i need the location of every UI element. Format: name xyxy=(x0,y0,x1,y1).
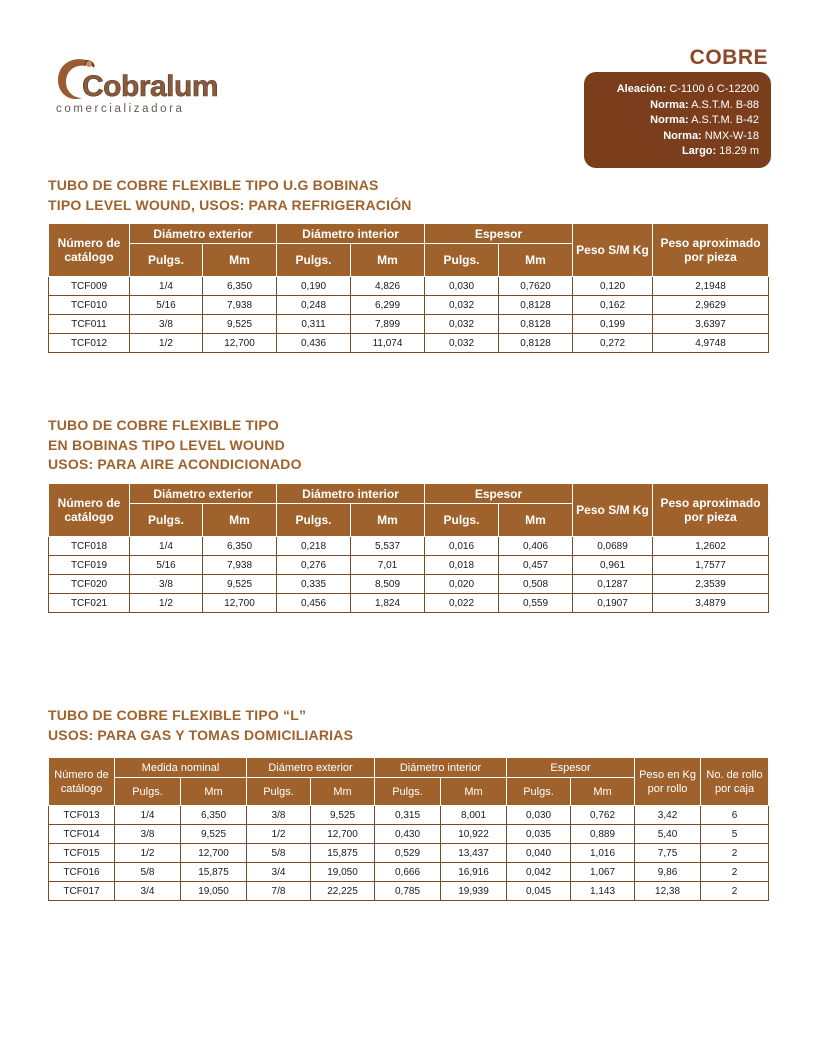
table-cell: 1,824 xyxy=(351,594,425,613)
table-cell: 0,272 xyxy=(573,334,653,353)
table-cell: 11,074 xyxy=(351,334,425,353)
col-peso-aproximado: Peso aproximado por pieza xyxy=(653,224,769,277)
spec-label: Norma: xyxy=(650,98,689,111)
col-peso-rollo: Peso en Kg por rollo xyxy=(635,758,701,806)
table-aire-acondicionado xyxy=(48,483,769,613)
table-cell: 3,6397 xyxy=(653,315,769,334)
spec-line xyxy=(584,98,759,114)
spec-line xyxy=(584,129,759,145)
col-medida-nominal: Medida nominal xyxy=(115,758,247,778)
table-cell: 7,01 xyxy=(351,556,425,575)
col-diametro-exterior: Diámetro exterior xyxy=(247,758,375,778)
subcol-pulgs: Pulgs. xyxy=(130,504,203,537)
table-row xyxy=(49,277,769,296)
table-cell: 3/8 xyxy=(247,806,311,825)
table-cell: 7,899 xyxy=(351,315,425,334)
catalog-number-cell: TCF018 xyxy=(49,537,130,556)
table-row xyxy=(49,315,769,334)
catalog-number-cell: TCF020 xyxy=(49,575,130,594)
catalog-number-cell: TCF021 xyxy=(49,594,130,613)
spec-label: Aleación: xyxy=(616,83,667,95)
table-cell: 0,042 xyxy=(507,863,571,882)
table-cell: 10,922 xyxy=(441,825,507,844)
spec-label: Norma: xyxy=(663,129,702,142)
table-cell: 9,525 xyxy=(203,315,277,334)
col-rollos-caja: No. de rollo por caja xyxy=(701,758,769,806)
spec-value: A.S.T.M. B-88 xyxy=(691,98,759,111)
col-espesor: Espesor xyxy=(425,224,573,244)
table-row xyxy=(49,537,769,556)
col-peso: Peso S/M Kg xyxy=(573,484,653,537)
spec-label: Norma: xyxy=(650,114,689,126)
col-numero-catalogo: Número de catálogo xyxy=(49,758,115,806)
table-cell: 3/4 xyxy=(247,863,311,882)
table-row xyxy=(49,556,769,575)
table-body xyxy=(49,806,769,901)
table-cell: 7,938 xyxy=(203,556,277,575)
subcol-mm: Mm xyxy=(351,244,425,277)
table-cell: 3/8 xyxy=(130,575,203,594)
table-cell: 7,938 xyxy=(203,296,277,315)
table-cell: 9,86 xyxy=(635,863,701,882)
table-cell: 6 xyxy=(701,806,769,825)
col-peso-aproximado: Peso aproximado por pieza xyxy=(653,484,769,537)
table-cell: 0,120 xyxy=(573,277,653,296)
table-cell: 0,032 xyxy=(425,296,499,315)
catalog-number-cell: TCF011 xyxy=(49,315,130,334)
spec-line xyxy=(584,144,759,160)
table-cell: 22,225 xyxy=(311,882,375,901)
table-cell: 0,508 xyxy=(499,575,573,594)
table-cell: 0,018 xyxy=(425,556,499,575)
col-diametro-exterior: Diámetro exterior xyxy=(130,484,277,504)
section2-title-line: USOS: PARA AIRE ACONDICIONADO xyxy=(48,456,302,472)
section2-title-line: EN BOBINAS TIPO LEVEL WOUND xyxy=(48,436,285,453)
cobralum-logo-graphic xyxy=(52,52,222,118)
section2-title xyxy=(48,416,302,475)
col-espesor: Espesor xyxy=(507,758,635,778)
spec-line xyxy=(584,113,759,129)
col-peso: Peso S/M Kg xyxy=(573,224,653,277)
table-cell: 0,020 xyxy=(425,575,499,594)
subcol-mm: Mm xyxy=(499,504,573,537)
table-cell: 15,875 xyxy=(311,844,375,863)
table-cell: 6,350 xyxy=(181,806,247,825)
col-diametro-exterior: Diámetro exterior xyxy=(130,224,277,244)
table-cell: 0,1287 xyxy=(573,575,653,594)
table-cell: 0,032 xyxy=(425,334,499,353)
section3-title-line: USOS: PARA GAS Y TOMAS DOMICILIARIAS xyxy=(48,726,354,743)
section1-title xyxy=(48,176,412,215)
table-cell: 2 xyxy=(701,863,769,882)
table-cell: 0,311 xyxy=(277,315,351,334)
table-cell: 4,826 xyxy=(351,277,425,296)
table-cell: 4,9748 xyxy=(653,334,769,353)
table-cell: 19,939 xyxy=(441,882,507,901)
subcol-pulgs: Pulgs. xyxy=(375,778,441,806)
table-cell: 2,9629 xyxy=(653,296,769,315)
cobralum-logo xyxy=(52,52,222,118)
subcol-mm: Mm xyxy=(499,244,573,277)
table-cell: 3/8 xyxy=(115,825,181,844)
table-cell: 7/8 xyxy=(247,882,311,901)
table-cell: 19,050 xyxy=(181,882,247,901)
table-cell: 12,700 xyxy=(311,825,375,844)
section1-title-line: TUBO DE COBRE FLEXIBLE TIPO U.G BOBINAS xyxy=(48,177,379,193)
table-cell: 19,050 xyxy=(311,863,375,882)
table-cell: 0,248 xyxy=(277,296,351,315)
table-cell: 0,335 xyxy=(277,575,351,594)
table-cell: 0,032 xyxy=(425,315,499,334)
catalog-number-cell: TCF009 xyxy=(49,277,130,296)
subcol-pulgs: Pulgs. xyxy=(507,778,571,806)
section2-title-line: TUBO DE COBRE FLEXIBLE TIPO xyxy=(48,417,279,433)
table-cell: 1/4 xyxy=(115,806,181,825)
table-cell: 0,8128 xyxy=(499,296,573,315)
col-diametro-interior: Diámetro interior xyxy=(277,484,425,504)
table-cell: 1,016 xyxy=(571,844,635,863)
section3-title xyxy=(48,706,353,745)
table-cell: 1/2 xyxy=(130,594,203,613)
subcol-pulgs: Pulgs. xyxy=(277,504,351,537)
subcol-pulgs: Pulgs. xyxy=(130,244,203,277)
subcol-mm: Mm xyxy=(351,504,425,537)
spec-label: Largo: xyxy=(681,145,717,157)
table-cell: 0,045 xyxy=(507,882,571,901)
table-cell: 0,961 xyxy=(573,556,653,575)
col-numero-catalogo: Número de catálogo xyxy=(49,224,130,277)
table-cell: 0,030 xyxy=(507,806,571,825)
table-cell: 13,437 xyxy=(441,844,507,863)
subcol-pulgs: Pulgs. xyxy=(277,244,351,277)
table-cell: 1,7577 xyxy=(653,556,769,575)
subcol-mm: Mm xyxy=(571,778,635,806)
catalog-number-cell: TCF016 xyxy=(49,863,115,882)
subcol-mm: Mm xyxy=(181,778,247,806)
table-cell: 2,1948 xyxy=(653,277,769,296)
table-body xyxy=(49,277,769,353)
table-cell: 0,666 xyxy=(375,863,441,882)
table-cell: 0,022 xyxy=(425,594,499,613)
table-cell: 5,537 xyxy=(351,537,425,556)
table-cell: 9,525 xyxy=(203,575,277,594)
table-cell: 0,199 xyxy=(573,315,653,334)
spec-value: A.S.T.M. B-42 xyxy=(691,114,759,126)
table-cell: 0,889 xyxy=(571,825,635,844)
table-cell: 9,525 xyxy=(181,825,247,844)
catalog-number-cell: TCF013 xyxy=(49,806,115,825)
table-cell: 6,350 xyxy=(203,537,277,556)
table-cell: 5/16 xyxy=(130,296,203,315)
table-cell: 1/2 xyxy=(247,825,311,844)
table-cell: 12,700 xyxy=(181,844,247,863)
table-cell: 0,1907 xyxy=(573,594,653,613)
table-cell: 2 xyxy=(701,844,769,863)
table-cell: 0,190 xyxy=(277,277,351,296)
table-cell: 0,559 xyxy=(499,594,573,613)
table-cell: 0,035 xyxy=(507,825,571,844)
table-cell: 9,525 xyxy=(311,806,375,825)
table-cell: 6,299 xyxy=(351,296,425,315)
table-cell: 0,030 xyxy=(425,277,499,296)
catalog-number-cell: TCF019 xyxy=(49,556,130,575)
table-row xyxy=(49,882,769,901)
col-diametro-interior: Diámetro interior xyxy=(375,758,507,778)
table-cell: 6,350 xyxy=(203,277,277,296)
table-row xyxy=(49,806,769,825)
subcol-mm: Mm xyxy=(441,778,507,806)
table-cell: 8,001 xyxy=(441,806,507,825)
section3-title-line: TUBO DE COBRE FLEXIBLE TIPO “L” xyxy=(48,707,307,723)
table-cell: 0,529 xyxy=(375,844,441,863)
subcol-mm: Mm xyxy=(203,504,277,537)
table-cell: 5/8 xyxy=(115,863,181,882)
table-body xyxy=(49,537,769,613)
table-cell: 1/2 xyxy=(130,334,203,353)
logo-wordmark: Cobralum xyxy=(82,70,219,103)
table-row xyxy=(49,844,769,863)
subcol-pulgs: Pulgs. xyxy=(247,778,311,806)
subcol-pulgs: Pulgs. xyxy=(115,778,181,806)
table-cell: 2,3539 xyxy=(653,575,769,594)
table-cell: 0,456 xyxy=(277,594,351,613)
spec-value: NMX-W-18 xyxy=(704,129,759,142)
table-cell: 5/8 xyxy=(247,844,311,863)
table-cell: 1/4 xyxy=(130,277,203,296)
spec-value: 18.29 m xyxy=(719,145,759,157)
col-espesor: Espesor xyxy=(425,484,573,504)
spec-box xyxy=(584,72,771,168)
table-cell: 0,315 xyxy=(375,806,441,825)
table-cell: 1/4 xyxy=(130,537,203,556)
table-cell: 0,276 xyxy=(277,556,351,575)
table-cell: 0,436 xyxy=(277,334,351,353)
table-cell: 3/8 xyxy=(130,315,203,334)
table-cell: 7,75 xyxy=(635,844,701,863)
catalog-number-cell: TCF015 xyxy=(49,844,115,863)
logo-subtitle: comercializadora xyxy=(56,103,185,115)
table-cell: 0,457 xyxy=(499,556,573,575)
table-cell: 0,218 xyxy=(277,537,351,556)
catalog-number-cell: TCF012 xyxy=(49,334,130,353)
table-cell: 15,875 xyxy=(181,863,247,882)
col-diametro-interior: Diámetro interior xyxy=(277,224,425,244)
table-cell: 0,040 xyxy=(507,844,571,863)
table-row xyxy=(49,594,769,613)
table-row xyxy=(49,863,769,882)
table-cell: 0,406 xyxy=(499,537,573,556)
table-cell: 5,40 xyxy=(635,825,701,844)
table-cell: 12,700 xyxy=(203,594,277,613)
spec-line xyxy=(584,82,759,98)
table-cell: 0,0689 xyxy=(573,537,653,556)
table-row xyxy=(49,825,769,844)
table-cell: 1,143 xyxy=(571,882,635,901)
col-numero-catalogo: Número de catálogo xyxy=(49,484,130,537)
table-cell: 5 xyxy=(701,825,769,844)
table-cell: 0,762 xyxy=(571,806,635,825)
table-refrigeracion xyxy=(48,223,769,353)
page-title: COBRE xyxy=(689,46,768,69)
subcol-pulgs: Pulgs. xyxy=(425,244,499,277)
subcol-mm: Mm xyxy=(203,244,277,277)
table-cell: 0,8128 xyxy=(499,315,573,334)
catalog-number-cell: TCF014 xyxy=(49,825,115,844)
table-cell: 0,7620 xyxy=(499,277,573,296)
table-cell: 8,509 xyxy=(351,575,425,594)
table-row xyxy=(49,296,769,315)
table-cell: 1,067 xyxy=(571,863,635,882)
table-cell: 0,785 xyxy=(375,882,441,901)
table-cell: 0,162 xyxy=(573,296,653,315)
table-gas-tomas xyxy=(48,757,769,901)
table-cell: 1/2 xyxy=(115,844,181,863)
table-cell: 3/4 xyxy=(115,882,181,901)
table-cell: 0,016 xyxy=(425,537,499,556)
section1-title-line: TIPO LEVEL WOUND, USOS: PARA REFRIGERACIÓN xyxy=(48,196,412,213)
table-cell: 2 xyxy=(701,882,769,901)
table-cell: 3,4879 xyxy=(653,594,769,613)
catalog-number-cell: TCF010 xyxy=(49,296,130,315)
table-cell: 12,700 xyxy=(203,334,277,353)
table-cell: 5/16 xyxy=(130,556,203,575)
subcol-pulgs: Pulgs. xyxy=(425,504,499,537)
table-row xyxy=(49,334,769,353)
catalog-number-cell: TCF017 xyxy=(49,882,115,901)
table-cell: 0,8128 xyxy=(499,334,573,353)
spec-value: C-1100 ó C-12200 xyxy=(669,83,759,95)
table-cell: 16,916 xyxy=(441,863,507,882)
table-cell: 3,42 xyxy=(635,806,701,825)
subcol-mm: Mm xyxy=(311,778,375,806)
table-cell: 1,2602 xyxy=(653,537,769,556)
table-row xyxy=(49,575,769,594)
table-cell: 0,430 xyxy=(375,825,441,844)
table-cell: 12,38 xyxy=(635,882,701,901)
